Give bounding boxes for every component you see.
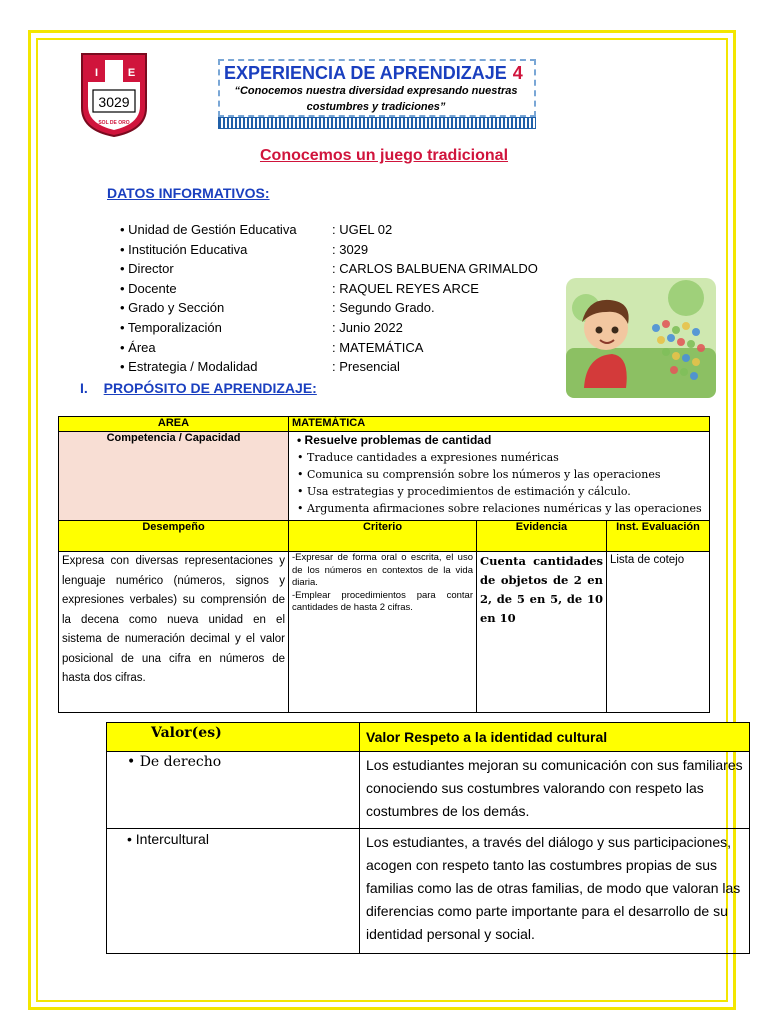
crest-letter-i: I: [94, 67, 99, 79]
instrumento-text: Lista de cotejo: [606, 552, 709, 713]
datos-label: • Grado y Sección: [120, 300, 225, 316]
desempeno-row: [59, 552, 710, 713]
area-label: AREA: [59, 417, 289, 432]
datos-row: [120, 220, 538, 240]
capacidad-item: • Argumenta afirmaciones sobre relaciones numéricas y las operaciones: [297, 502, 702, 515]
valores-header-left: Valor(es): [107, 723, 360, 752]
datos-label: • Estrategia / Modalidad: [120, 359, 258, 375]
datos-label: • Institución Educativa: [120, 241, 248, 257]
datos-value: : 3029: [332, 241, 369, 257]
datos-row: [120, 298, 538, 318]
area-row: [59, 417, 710, 432]
criterio-item: -Expresar de forma oral o escrita, el uso de los números en contextos de la vida diaria.: [292, 552, 473, 588]
datos-label: • Área: [120, 339, 156, 355]
capacidad-item: • Comunica su comprensión sobre los números y las operaciones: [297, 468, 661, 481]
banner-title: [224, 63, 523, 84]
capacidad-item: • Usa estrategias y procedimientos de estimación y cálculo.: [297, 485, 631, 498]
datos-value: : CARLOS BALBUENA GRIMALDO: [332, 261, 538, 277]
datos-row: [120, 357, 538, 377]
banner-title-text: EXPERIENCIA DE APRENDIZAJE: [224, 63, 507, 83]
datos-value: : Junio 2022: [332, 319, 403, 335]
datos-list: [120, 220, 538, 377]
datos-label: • Director: [120, 261, 174, 277]
datos-label: • Temporalización: [120, 319, 222, 335]
criterio-cell: [289, 552, 477, 713]
valor-descripcion: Los estudiantes, a través del diálogo y sus participaciones, acogen con respeto tanto las costumbres propias de sus familias como las de otras familias, de modo que valoran las diferencias como parte importante para el desarrollo de su identidad personal y social.: [360, 829, 750, 954]
area-value: MATEMÁTICA: [289, 417, 710, 432]
experience-banner: [210, 55, 540, 133]
capacidad-item: • Traduce cantidades a expresiones numéricas: [297, 451, 559, 464]
header-criterio: Criterio: [289, 521, 477, 552]
proposito-title: PROPÓSITO DE APRENDIZAJE:: [103, 380, 317, 396]
datos-heading: DATOS INFORMATIVOS:: [107, 185, 270, 201]
proposito-numeral: I.: [80, 380, 88, 396]
capacidades-cell: [289, 432, 710, 521]
datos-row: [120, 259, 538, 279]
child-marbles-illustration: [566, 278, 716, 398]
datos-label: • Docente: [120, 280, 177, 296]
datos-value: : MATEMÁTICA: [332, 339, 424, 355]
proposito-heading: [80, 380, 317, 396]
crest-number: 3029: [98, 94, 130, 110]
valor-descripcion: Los estudiantes mejoran su comunicación con sus familiares conociendo sus costumbres valorando con respeto las costumbres de los demás.: [360, 752, 750, 829]
datos-row: [120, 318, 538, 338]
valores-row: [107, 829, 750, 954]
datos-value: : Segundo Grado.: [332, 300, 435, 316]
page-title: Conocemos un juego tradicional: [259, 147, 509, 164]
valores-header-right: Valor Respeto a la identidad cultural: [360, 723, 750, 752]
table-header-row: [59, 521, 710, 552]
desempeno-text: Expresa con diversas representaciones y lenguaje numérico (números, signos y expresiones verbales) su comprensión de la decena como nueva unidad en el sistema de numeración decimal y el valor posicional de una cifra en números de hasta dos cifras.: [59, 552, 289, 713]
proposito-table: [58, 416, 710, 713]
datos-value: : RAQUEL REYES ARCE: [332, 280, 479, 296]
datos-row: [120, 338, 538, 358]
valor-enfoque: • Intercultural: [107, 829, 360, 954]
datos-value: : Presencial: [332, 359, 400, 375]
criterio-item: -Emplear procedimientos para contar cantidades de hasta 2 cifras.: [292, 589, 473, 613]
valores-header-row: [107, 723, 750, 752]
crest-letter-e: E: [127, 67, 136, 79]
header-evidencia: Evidencia: [476, 521, 606, 552]
datos-value: : UGEL 02: [332, 222, 393, 237]
banner-stripes: [218, 117, 536, 129]
datos-label: • Unidad de Gestión Educativa: [120, 222, 297, 237]
datos-row: [120, 279, 538, 299]
valores-row: [107, 752, 750, 829]
school-crest-logo: [78, 50, 150, 138]
competencia-row: [59, 432, 710, 521]
competencia-label: Competencia / Capacidad: [59, 432, 289, 521]
header-desempeno: Desempeño: [59, 521, 289, 552]
banner-subtitle: “Conocemos nuestra diversidad expresando nuestras costumbres y tradiciones”: [234, 85, 518, 113]
valor-enfoque: • De derecho: [107, 752, 360, 829]
valores-table: [106, 722, 750, 954]
evidencia-text: Cuenta cantidades de objetos de 2 en 2, de 5 en 5, de 10 en 10: [476, 552, 606, 713]
header-inst: Inst. Evaluación: [606, 521, 709, 552]
capacidades-list: [297, 432, 706, 517]
capacidad-item: • Resuelve problemas de cantidad: [297, 433, 492, 447]
crest-motto: SOL DE ORO: [98, 120, 130, 126]
datos-row: [120, 240, 538, 260]
banner-number: 4: [512, 63, 523, 83]
